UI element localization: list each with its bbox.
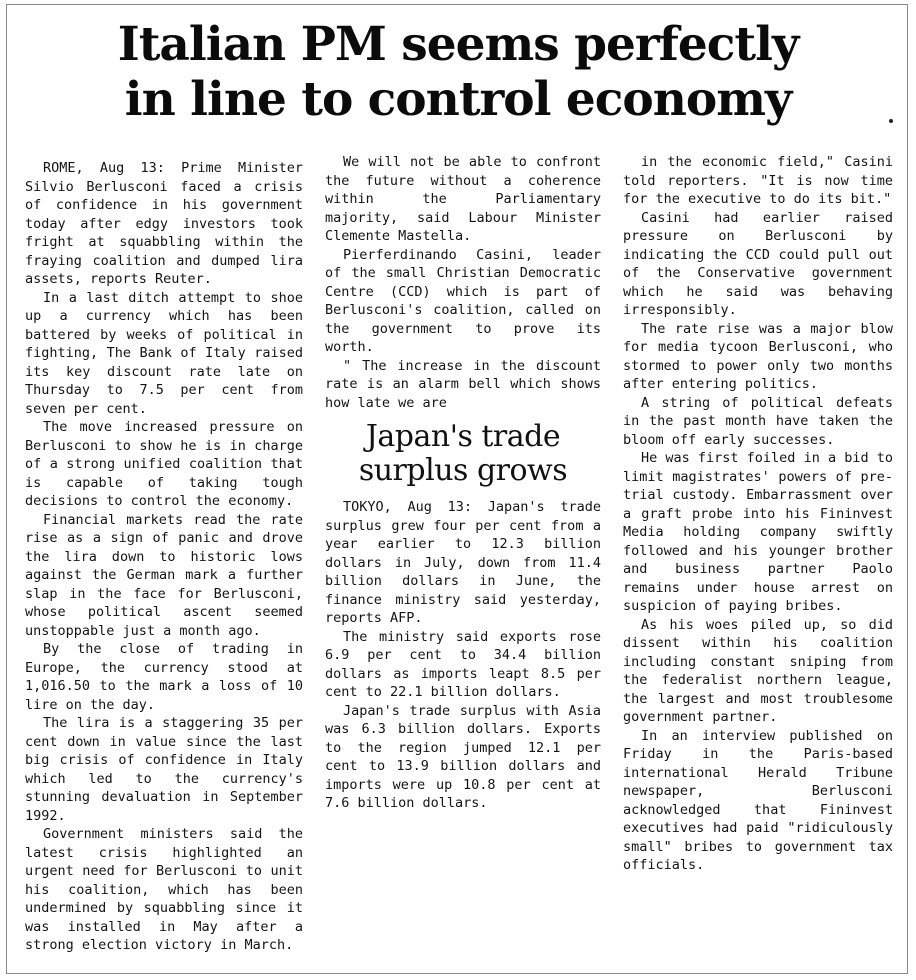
sidebar-paragraph: The ministry said exports rose 6.9 per cent to 34.4 billion dollars as imports leapt 8.5 per cent to 22.1 billion dollars. — [325, 628, 601, 700]
article-paragraph: Government ministers said the latest crisis highlighted an urgent need for Berlusconi to unit his coalition, which has been undermined by squabbling since it was installed in May after a strong election victory in March. — [25, 826, 303, 953]
article-paragraph: In an interview published on Friday in the Paris-based international Herald Tribune newspaper, Berlusconi acknowledged that Fininvest executives had paid "ridiculously small" bribes to government tax officials. — [623, 727, 893, 873]
article-paragraph: As his woes piled up, so did dissent within his coalition including constant sniping from the federalist northern league, the largest and most troublesome government partner. — [623, 616, 893, 725]
article-paragraph: Casini had earlier raised pressure on Berlusconi by indicating the CCD could pull out of the Conservative government which he said was behaving irresponsibly. — [623, 209, 893, 318]
article-paragraph: The rate rise was a major blow for media tycoon Berlusconi, who stormed to power only two months after entering politics. — [623, 320, 893, 392]
article-column-2 — [325, 153, 601, 813]
article-paragraph: The lira is a staggering 35 per cent down in value since the last big crisis of confidence in Italy which led to the currency's stunning devaluation in September 1992. — [25, 715, 303, 824]
article-paragraph: By the close of trading in Europe, the currency stood at 1,016.50 to the mark a loss of 10 lire on the day. — [25, 641, 303, 713]
article-paragraph: A string of political defeats in the past month have taken the bloom off early successes. — [623, 394, 893, 448]
article-paragraph: Pierferdinando Casini, leader of the small Christian Democratic Centre (CCD) which is part of Berlusconi's coalition, called on the government to prove its worth. — [325, 246, 601, 355]
article-paragraph: In a last ditch attempt to shoe up a currency which has been battered by weeks of political in fighting, The Bank of Italy raised its key discount rate late on Thursday to 7.5 per cent from seven per cent. — [25, 289, 303, 417]
article-paragraph: in the economic field," Casini told reporters. "It is now time for the executive to do its bit." — [623, 154, 893, 207]
newspaper-clipping — [6, 4, 908, 974]
sidebar-paragraph: Japan's trade surplus with Asia was 6.3 billion dollars. Exports to the region jumped 12.1 per cent to 13.9 billion dollars and imports were up 10.8 per cent at 7.6 billion dollars. — [325, 702, 601, 811]
headline-line-1: Italian PM seems perfectly — [117, 17, 799, 72]
sidebar-headline-line-1: Japan's trade — [365, 419, 561, 454]
sidebar-paragraph: TOKYO, Aug 13: Japan's trade surplus grew four per cent from a year earlier to 12.3 billion dollars in July, down from 11.4 billion dollars in June, the finance ministry said yesterday, reports AFP. — [325, 499, 601, 626]
main-headline — [7, 17, 908, 127]
article-column-1 — [25, 159, 303, 955]
sidebar-headline — [325, 420, 601, 488]
print-speck — [889, 119, 893, 123]
article-paragraph: ROME, Aug 13: Prime Minister Silvio Berlusconi faced a crisis of confidence in his government today after edgy investors took fright at squabbling within the fraying coalition and dumped lira assets, reports Reuter. — [25, 160, 303, 287]
article-paragraph: The move increased pressure on Berlusconi to show he is in charge of a strong unified coalition that is capable of taking tough decisions to control the economy. — [25, 419, 303, 509]
article-paragraph: We will not be able to confront the future without a coherence within the Parliamentary majority, said Labour Minister Clemente Mastella. — [325, 154, 601, 244]
article-paragraph: He was first foiled in a bid to limit magistrates' powers of pre-trial custody. Embarrassment over a graft probe into his Fininvest Media holding company swiftly followed and his younger brother and business partner Paolo remains under house arrest on suspicion of paying bribes. — [623, 450, 893, 614]
sidebar-headline-line-2: surplus grows — [358, 453, 568, 488]
article-paragraph: " The increase in the discount rate is an alarm bell which shows how late we are — [325, 357, 601, 411]
article-column-3 — [623, 153, 893, 875]
article-paragraph: Financial markets read the rate rise as a sign of panic and drove the lira down to historic lows against the German mark a further slap in the face for Berlusconi, whose political ascent seemed unstoppable just a month ago. — [25, 511, 303, 639]
headline-line-2: in line to control economy — [124, 72, 792, 127]
